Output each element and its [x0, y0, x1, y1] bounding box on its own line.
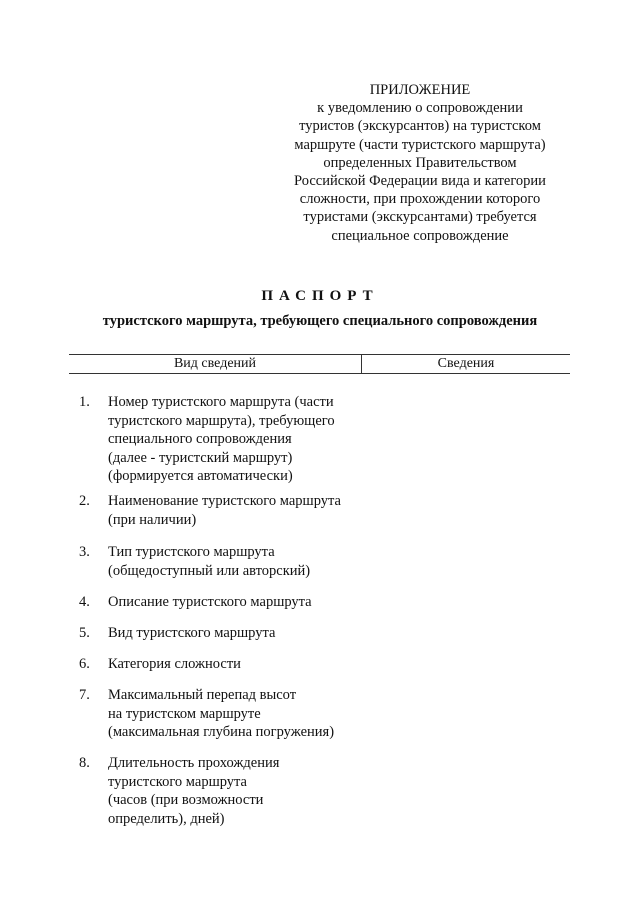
- column-header-info: Сведения: [437, 356, 495, 371]
- row-line: Вид туристского маршрута: [108, 625, 276, 641]
- row-number: 1.: [79, 394, 90, 410]
- row-line: туристского маршрута), требующего: [108, 412, 335, 429]
- row-line: (формируется автоматически): [108, 468, 293, 484]
- table-header: [69, 354, 570, 374]
- row-text: [108, 492, 341, 529]
- row-line: Наименование туристского маршрута: [108, 493, 341, 509]
- appendix-line: маршруте (части туристского маршрута): [294, 136, 546, 153]
- row-line: Длительность прохождения: [108, 755, 280, 771]
- row-text: [108, 543, 310, 580]
- row-number: 4.: [79, 594, 90, 610]
- row-number: 5.: [79, 625, 90, 641]
- column-header-info-type: Вид сведений: [69, 355, 362, 373]
- row-number: 2.: [79, 493, 90, 509]
- page-title: ПАСПОРТ: [261, 288, 379, 304]
- page-subtitle: туристского маршрута, требующего специального сопровождения: [102, 313, 538, 329]
- row-line: туристского маршрута: [108, 773, 247, 790]
- row-line: (далее - туристский маршрут): [108, 449, 293, 466]
- appendix-line: специальное сопровождение: [331, 227, 509, 244]
- row-text: [108, 686, 334, 742]
- row-line: (общедоступный или авторский): [108, 562, 311, 579]
- row-line: Категория сложности: [108, 656, 241, 672]
- row-line: (максимальная глубина погружения): [108, 724, 335, 740]
- row-line: Номер туристского маршрута (части: [108, 394, 334, 410]
- row-line: Максимальный перепад высот: [108, 687, 297, 703]
- row-line: (при наличии): [108, 511, 197, 528]
- appendix-line: туристами (экскурсантами) требуется: [303, 209, 537, 226]
- row-line: определить), дней): [108, 810, 225, 827]
- row-line: специального сопровождения: [108, 431, 292, 447]
- row-line: Тип туристского маршрута: [108, 544, 275, 560]
- appendix-heading: ПРИЛОЖЕНИЕ: [369, 82, 471, 98]
- row-line: (часов (при возможности: [108, 792, 264, 808]
- row-number: 8.: [79, 755, 90, 771]
- appendix-line: к уведомлению о сопровождении: [317, 100, 523, 117]
- row-line: Описание туристского маршрута: [108, 594, 312, 610]
- appendix-block: [270, 81, 570, 245]
- row-text: [108, 655, 241, 674]
- row-text: [108, 754, 279, 828]
- row-number: 7.: [79, 687, 90, 703]
- row-number: 3.: [79, 544, 90, 560]
- row-text: [108, 593, 312, 612]
- appendix-line: туристов (экскурсантов) на туристском: [299, 118, 541, 135]
- appendix-line: сложности, при прохождении которого: [299, 191, 541, 208]
- appendix-line: определенных Правительством: [323, 154, 517, 171]
- row-text: [108, 393, 335, 486]
- row-number: 6.: [79, 656, 90, 672]
- appendix-line: Российской Федерации вида и категории: [294, 173, 546, 190]
- row-line: на туристском маршруте: [108, 705, 261, 722]
- row-text: [108, 624, 275, 643]
